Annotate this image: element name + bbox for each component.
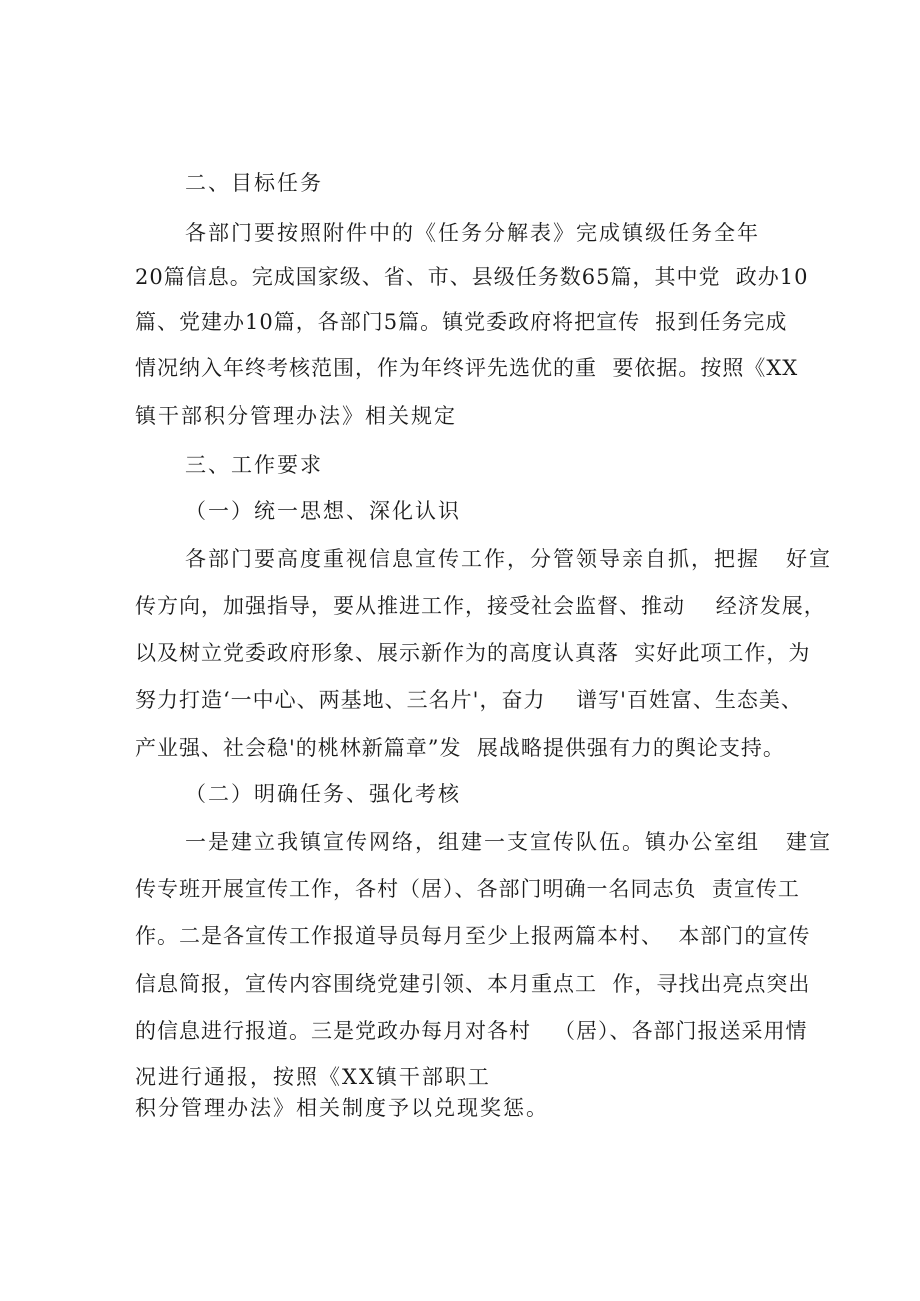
paragraph-line: 积分管理办法》相关制度予以兑现奖惩。 xyxy=(135,1096,549,1120)
section-heading-requirements: 三、工作要求 xyxy=(185,453,323,477)
paragraph-line: 的信息进行报道。三是党政办每月对各村 （居）、各部门报送采用情 xyxy=(135,1019,808,1043)
paragraph-line: 一是建立我镇宣传网络，组建一支宣传队伍。镇办公室组 建宣 xyxy=(185,830,833,854)
paragraph-line: 作。二是各宣传工作报道导员每月至少上报两篇本村、 本部门的宣传 xyxy=(135,924,811,948)
section-heading-goals: 二、目标任务 xyxy=(185,171,323,195)
paragraph-line: 传方向，加强指导，要从推进工作，接受社会监督、推动 经济发展， xyxy=(135,594,826,618)
paragraph-line: 况进行通报，按照《XX镇干部职工 xyxy=(135,1065,491,1089)
subheading-clarify-tasks: （二）明确任务、强化考核 xyxy=(185,782,461,806)
paragraph-line: 情况纳入年终考核范围，作为年终评先选优的重 要依据。按照《XX xyxy=(135,356,799,380)
subheading-unify-thinking: （一）统一思想、深化认识 xyxy=(185,499,461,523)
paragraph-line: 以及树立党委政府形象、展示新作为的高度认真落 实好此项工作，为 xyxy=(135,641,811,665)
paragraph-line: 传专班开展宣传工作，各村（居）、各部门明确一名同志负 责宣传工 xyxy=(135,877,800,901)
paragraph-line: 篇、党建办10篇，各部门5篇。镇党委政府将把宣传 报到任务完成 xyxy=(135,310,788,334)
paragraph-line: 努力打造‘一中心、两基地、三名片'，奋力 谱写'百姓富、生态美、 xyxy=(135,688,803,712)
paragraph-line: 镇干部积分管理办法》相关规定 xyxy=(135,404,457,428)
paragraph-line: 信息简报，宣传内容围绕党建引领、本月重点工 作，寻找出亮点突出 xyxy=(135,972,811,996)
paragraph-line: 20篇信息。完成国家级、省、市、县级任务数65篇，其中党 政办10 xyxy=(135,265,809,289)
paragraph-line: 产业强、社会稳'的桃林新篇章”发 展战略提供强有力的舆论支持。 xyxy=(135,736,785,760)
paragraph-line: 各部门要高度重视信息宣传工作，分管领导亲自抓，把握 好宣 xyxy=(185,547,833,571)
paragraph-line: 各部门要按照附件中的《任务分解表》完成镇级任务全年 xyxy=(185,221,760,245)
